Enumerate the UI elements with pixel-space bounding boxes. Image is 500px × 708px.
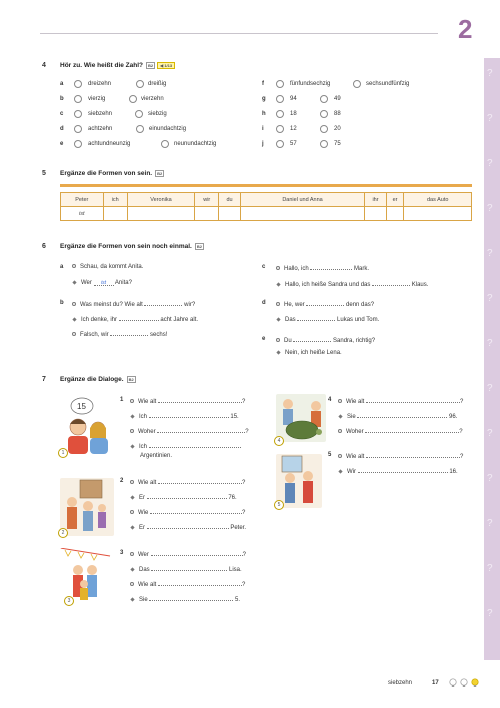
sein-conjugation-table bbox=[60, 192, 472, 221]
blank-field[interactable] bbox=[372, 280, 410, 286]
answer-circle[interactable] bbox=[320, 140, 328, 148]
line-text: 15. bbox=[230, 414, 239, 420]
answer-cell[interactable] bbox=[404, 207, 472, 221]
illustration-number: 3 bbox=[64, 596, 74, 606]
item-letter: c bbox=[60, 111, 64, 117]
answer-circle[interactable] bbox=[276, 95, 284, 103]
line-text: 76. bbox=[228, 495, 237, 501]
exercise-4-title bbox=[60, 62, 175, 69]
exercise-7-title bbox=[60, 376, 136, 383]
exercise-5-title-text: Ergänze die Formen von sein. bbox=[60, 170, 153, 178]
line-text: Ich denke, ihr bbox=[81, 317, 118, 323]
line-text: Sandra, richtig? bbox=[333, 338, 376, 344]
exercise-6-number: 6 bbox=[42, 243, 46, 250]
number-option-row bbox=[60, 140, 240, 150]
number-option-row bbox=[60, 110, 240, 120]
answer-cell[interactable] bbox=[219, 207, 240, 221]
line-text: Wie alt bbox=[346, 454, 365, 460]
answer-circle[interactable] bbox=[129, 95, 137, 103]
answer-circle[interactable] bbox=[74, 125, 82, 133]
line-text: acht Jahre alt. bbox=[160, 317, 199, 323]
blank-field[interactable] bbox=[119, 315, 159, 321]
line-text: Argentinien. bbox=[140, 453, 173, 459]
dialogue-line bbox=[130, 412, 239, 420]
option-text: einundachtzig bbox=[149, 126, 187, 132]
dialogue-line bbox=[276, 315, 379, 323]
exercise-7-title-text: Ergänze die Dialoge. bbox=[60, 376, 124, 384]
chapter-number: 2 bbox=[458, 14, 473, 44]
line-text: Woher bbox=[138, 429, 156, 435]
answer-circle[interactable] bbox=[276, 80, 284, 88]
level-badge: B2 bbox=[148, 63, 154, 68]
item-letter: b bbox=[60, 96, 64, 102]
item-letter: f bbox=[262, 81, 264, 87]
line-text: He, wer bbox=[284, 302, 305, 308]
option-text: siebzig bbox=[148, 111, 167, 117]
blank-field[interactable] bbox=[149, 442, 241, 448]
answer-cell[interactable] bbox=[386, 207, 404, 221]
answer-circle[interactable] bbox=[74, 140, 82, 148]
number-option-row bbox=[262, 110, 442, 120]
header-rule bbox=[40, 33, 438, 34]
page-number: 17 bbox=[432, 680, 439, 686]
number-option-row bbox=[60, 80, 240, 90]
line-text: Was meinst du? Wie alt bbox=[80, 302, 143, 308]
item-letter: e bbox=[262, 336, 266, 342]
illustration-number: 5 bbox=[274, 500, 284, 510]
table-header-cell: du bbox=[219, 193, 240, 207]
illustration-teenagers bbox=[60, 394, 112, 456]
line-text: Klaus. bbox=[411, 282, 429, 288]
dialogue-line bbox=[276, 300, 374, 308]
line-text: Sie bbox=[139, 597, 148, 603]
lightbulb-icon bbox=[472, 679, 478, 687]
option-text: 18 bbox=[290, 111, 297, 117]
dialogue-line bbox=[130, 565, 242, 573]
dialogue-line bbox=[130, 508, 245, 516]
option-text: achtundneunzig bbox=[88, 141, 131, 147]
dialogue-line bbox=[130, 478, 245, 486]
line-text: Das bbox=[285, 317, 296, 323]
line-text: Wir bbox=[347, 469, 356, 475]
level-badge: B2 bbox=[157, 171, 163, 176]
answer-circle[interactable] bbox=[74, 95, 82, 103]
dialogue-line bbox=[130, 595, 240, 603]
blank-field[interactable] bbox=[357, 412, 447, 418]
item-letter: d bbox=[60, 126, 64, 132]
table-header-cell: Peter bbox=[61, 193, 104, 207]
table-header-cell: ich bbox=[103, 193, 127, 207]
blank-field[interactable] bbox=[149, 595, 233, 601]
item-letter: a bbox=[60, 264, 64, 270]
line-text: Anita? bbox=[114, 280, 132, 286]
option-text: dreizehn bbox=[88, 81, 112, 87]
answer-circle[interactable] bbox=[320, 110, 328, 118]
line-text: ? bbox=[245, 429, 249, 435]
answer-circle[interactable] bbox=[276, 110, 284, 118]
blank-field[interactable] bbox=[366, 397, 460, 403]
line-text: Wie alt bbox=[346, 399, 365, 405]
blank-field[interactable] bbox=[149, 412, 229, 418]
line-text: 96. bbox=[449, 414, 458, 420]
blank-field[interactable] bbox=[151, 565, 227, 571]
line-text: Das bbox=[139, 567, 150, 573]
answer-circle[interactable] bbox=[136, 80, 144, 88]
option-text: siebzehn bbox=[88, 111, 113, 117]
option-text: 20 bbox=[334, 126, 341, 132]
answer-circle[interactable] bbox=[74, 80, 82, 88]
dialogue-line bbox=[72, 280, 132, 286]
number-option-row bbox=[262, 95, 442, 105]
line-text: ? bbox=[460, 454, 464, 460]
dialogue-line bbox=[72, 315, 198, 323]
option-text: 57 bbox=[290, 141, 297, 147]
item-letter: j bbox=[262, 141, 264, 147]
line-text: ? bbox=[242, 480, 246, 486]
option-text: dreißig bbox=[148, 81, 167, 87]
illustration-number: 1 bbox=[58, 448, 68, 458]
option-text: neunundachtzig bbox=[174, 141, 217, 147]
option-text: 75 bbox=[334, 141, 341, 147]
table-header-row bbox=[61, 193, 472, 207]
level-badge: B2 bbox=[196, 244, 202, 249]
dialogue-line bbox=[338, 467, 458, 475]
line-text: ? bbox=[242, 582, 246, 588]
line-text: Er bbox=[139, 495, 145, 501]
option-text: fünfundsechzig bbox=[290, 81, 331, 87]
illustration-turtle bbox=[276, 394, 326, 442]
item-letter: d bbox=[262, 300, 266, 306]
line-text: 5. bbox=[235, 597, 241, 603]
blank-field[interactable] bbox=[158, 580, 242, 586]
option-text: sechsundfünfzig bbox=[366, 81, 410, 87]
dialogue-number: 5 bbox=[328, 452, 332, 458]
exercise-4-number: 4 bbox=[42, 62, 46, 69]
dialogue-line bbox=[130, 427, 249, 435]
line-text: Mark. bbox=[354, 266, 370, 272]
table-top-accent bbox=[60, 184, 472, 187]
line-text: wir? bbox=[184, 302, 196, 308]
line-text: Ich bbox=[139, 414, 148, 420]
exercise-5-title bbox=[60, 170, 164, 177]
answer-circle[interactable] bbox=[136, 125, 144, 133]
illustration-number: 2 bbox=[58, 528, 68, 538]
exercise-6-title bbox=[60, 243, 204, 250]
exercise-5-number: 5 bbox=[42, 170, 46, 177]
dialogue-line bbox=[130, 523, 246, 531]
number-option-row bbox=[262, 140, 442, 150]
line-text: Hallo, ich bbox=[284, 266, 309, 272]
blank-field[interactable] bbox=[366, 452, 460, 458]
answer-circle[interactable] bbox=[276, 140, 284, 148]
line-text: Wie alt bbox=[138, 582, 157, 588]
line-text: Lisa. bbox=[229, 567, 242, 573]
blank-field[interactable] bbox=[157, 427, 245, 433]
dialogue-line bbox=[72, 264, 143, 270]
line-text: Hallo, ich heiße Sandra und das bbox=[285, 282, 371, 288]
line-text: Ich bbox=[139, 444, 148, 450]
answer-cell[interactable] bbox=[127, 207, 194, 221]
line-text: Sie bbox=[347, 414, 356, 420]
dialogue-line bbox=[276, 336, 375, 344]
dialogue-line bbox=[338, 412, 457, 420]
answer-circle[interactable] bbox=[135, 110, 143, 118]
example-answer: ist bbox=[94, 280, 114, 286]
answer-circle[interactable] bbox=[320, 125, 328, 133]
line-text: Du bbox=[284, 338, 292, 344]
line-text: Nein, ich heiße Lena. bbox=[285, 350, 342, 356]
answer-circle[interactable] bbox=[161, 140, 169, 148]
option-text: achtzehn bbox=[88, 126, 113, 132]
line-text: Wie alt bbox=[138, 399, 157, 405]
item-letter: b bbox=[60, 300, 64, 306]
illustration-family bbox=[60, 478, 114, 536]
table-header-cell: er bbox=[386, 193, 404, 207]
lightbulb-icons bbox=[448, 677, 484, 689]
table-header-cell: wir bbox=[195, 193, 219, 207]
dialogue-line bbox=[130, 550, 246, 558]
blank-field[interactable] bbox=[147, 493, 227, 499]
answer-cell[interactable] bbox=[365, 207, 386, 221]
line-text: Falsch, wir bbox=[80, 332, 109, 338]
answer-circle[interactable] bbox=[320, 95, 328, 103]
item-letter: a bbox=[60, 81, 64, 87]
blank-field[interactable] bbox=[110, 330, 148, 336]
number-option-row bbox=[262, 80, 442, 90]
item-letter: e bbox=[60, 141, 64, 147]
number-option-row bbox=[262, 125, 442, 135]
line-text: ? bbox=[242, 510, 246, 516]
level-badge: B2 bbox=[128, 377, 134, 382]
option-text: 12 bbox=[290, 126, 297, 132]
blank-field[interactable] bbox=[144, 300, 182, 306]
line-text: Lukas und Tom. bbox=[337, 317, 380, 323]
example-answer-cell: ist bbox=[61, 207, 104, 221]
line-text: Wie bbox=[138, 510, 149, 516]
dialogue-line bbox=[130, 397, 245, 405]
line-text: Wer bbox=[138, 552, 149, 558]
item-letter: h bbox=[262, 111, 266, 117]
dialogue-number: 2 bbox=[120, 478, 124, 484]
line-text: ? bbox=[242, 552, 246, 558]
line-text: Peter. bbox=[230, 525, 247, 531]
line-text: Wer bbox=[81, 280, 92, 286]
dialogue-line bbox=[72, 300, 195, 308]
line-text: 16. bbox=[449, 469, 458, 475]
blank-field[interactable] bbox=[306, 300, 344, 306]
exercise-6-title-text: Ergänze die Formen von sein noch einmal. bbox=[60, 243, 192, 251]
table-header-cell: ihr bbox=[365, 193, 386, 207]
table-header-cell: das Auto bbox=[404, 193, 472, 207]
decorative-sidebar: ? ? ? ? ? ? ? ? ? ? ? ? ? bbox=[484, 58, 500, 660]
blank-field[interactable] bbox=[297, 315, 335, 321]
blank-field[interactable] bbox=[147, 523, 229, 529]
blank-field[interactable] bbox=[310, 264, 352, 270]
option-text: vierzehn bbox=[141, 96, 164, 102]
answer-cell[interactable] bbox=[103, 207, 127, 221]
number-option-row bbox=[60, 95, 240, 105]
dialogue-line bbox=[130, 442, 241, 450]
dialogue-line bbox=[276, 350, 342, 356]
line-text: Woher bbox=[346, 429, 364, 435]
line-text: sechs! bbox=[150, 332, 168, 338]
item-letter: c bbox=[262, 264, 266, 270]
line-text: denn das? bbox=[346, 302, 375, 308]
answer-circle[interactable] bbox=[276, 125, 284, 133]
answer-cell[interactable] bbox=[195, 207, 219, 221]
illustration-twins bbox=[276, 454, 322, 508]
blank-field[interactable] bbox=[158, 397, 242, 403]
option-text: vierzig bbox=[88, 96, 106, 102]
line-text: Er bbox=[139, 525, 145, 531]
exercise-4-title-text: Hör zu. Wie heißt die Zahl? bbox=[60, 62, 143, 70]
option-text: 88 bbox=[334, 111, 341, 117]
line-text: ? bbox=[242, 399, 246, 405]
number-option-row bbox=[60, 125, 240, 135]
page-number-word: siebzehn bbox=[388, 680, 413, 686]
dialogue-line bbox=[338, 452, 463, 460]
blank-field[interactable] bbox=[150, 508, 242, 514]
lightbulb-icon bbox=[461, 679, 467, 687]
answer-circle[interactable] bbox=[74, 110, 82, 118]
blank-field[interactable] bbox=[151, 550, 243, 556]
blank-field[interactable] bbox=[365, 427, 459, 433]
dialogue-line bbox=[130, 580, 245, 588]
line-text: Schau, da kommt Anita. bbox=[80, 264, 144, 270]
blank-field[interactable] bbox=[293, 336, 331, 342]
line-text: ? bbox=[460, 399, 464, 405]
dialogue-line bbox=[338, 427, 463, 435]
dialogue-number: 3 bbox=[120, 550, 124, 556]
blank-field[interactable] bbox=[158, 478, 242, 484]
exercise-7-number: 7 bbox=[42, 376, 46, 383]
dialogue-line bbox=[338, 397, 463, 405]
answer-circle[interactable] bbox=[353, 80, 361, 88]
item-letter: g bbox=[262, 96, 266, 102]
item-letter: i bbox=[262, 126, 264, 132]
table-header-cell: Daniel und Anna bbox=[240, 193, 365, 207]
lightbulb-icon bbox=[450, 679, 456, 687]
line-text: Wie alt bbox=[138, 480, 157, 486]
table-header-cell: Veronika bbox=[127, 193, 194, 207]
option-text: 49 bbox=[334, 96, 341, 102]
option-text: 94 bbox=[290, 96, 297, 102]
dialogue-line bbox=[130, 493, 237, 501]
answer-cell[interactable] bbox=[240, 207, 365, 221]
speech-bubble-number: 15 bbox=[77, 402, 86, 411]
dialogue-line bbox=[276, 264, 369, 272]
illustration-number: 4 bbox=[274, 436, 284, 446]
line-text: ? bbox=[459, 429, 463, 435]
table-answer-row bbox=[61, 207, 472, 221]
blank-field[interactable] bbox=[358, 467, 448, 473]
dialogue-number: 1 bbox=[120, 397, 124, 403]
audio-track-badge: ◀ 1/13 bbox=[157, 62, 175, 69]
dialogue-line bbox=[276, 280, 428, 288]
dialogue-number: 4 bbox=[328, 397, 332, 403]
dialogue-line bbox=[72, 330, 167, 338]
